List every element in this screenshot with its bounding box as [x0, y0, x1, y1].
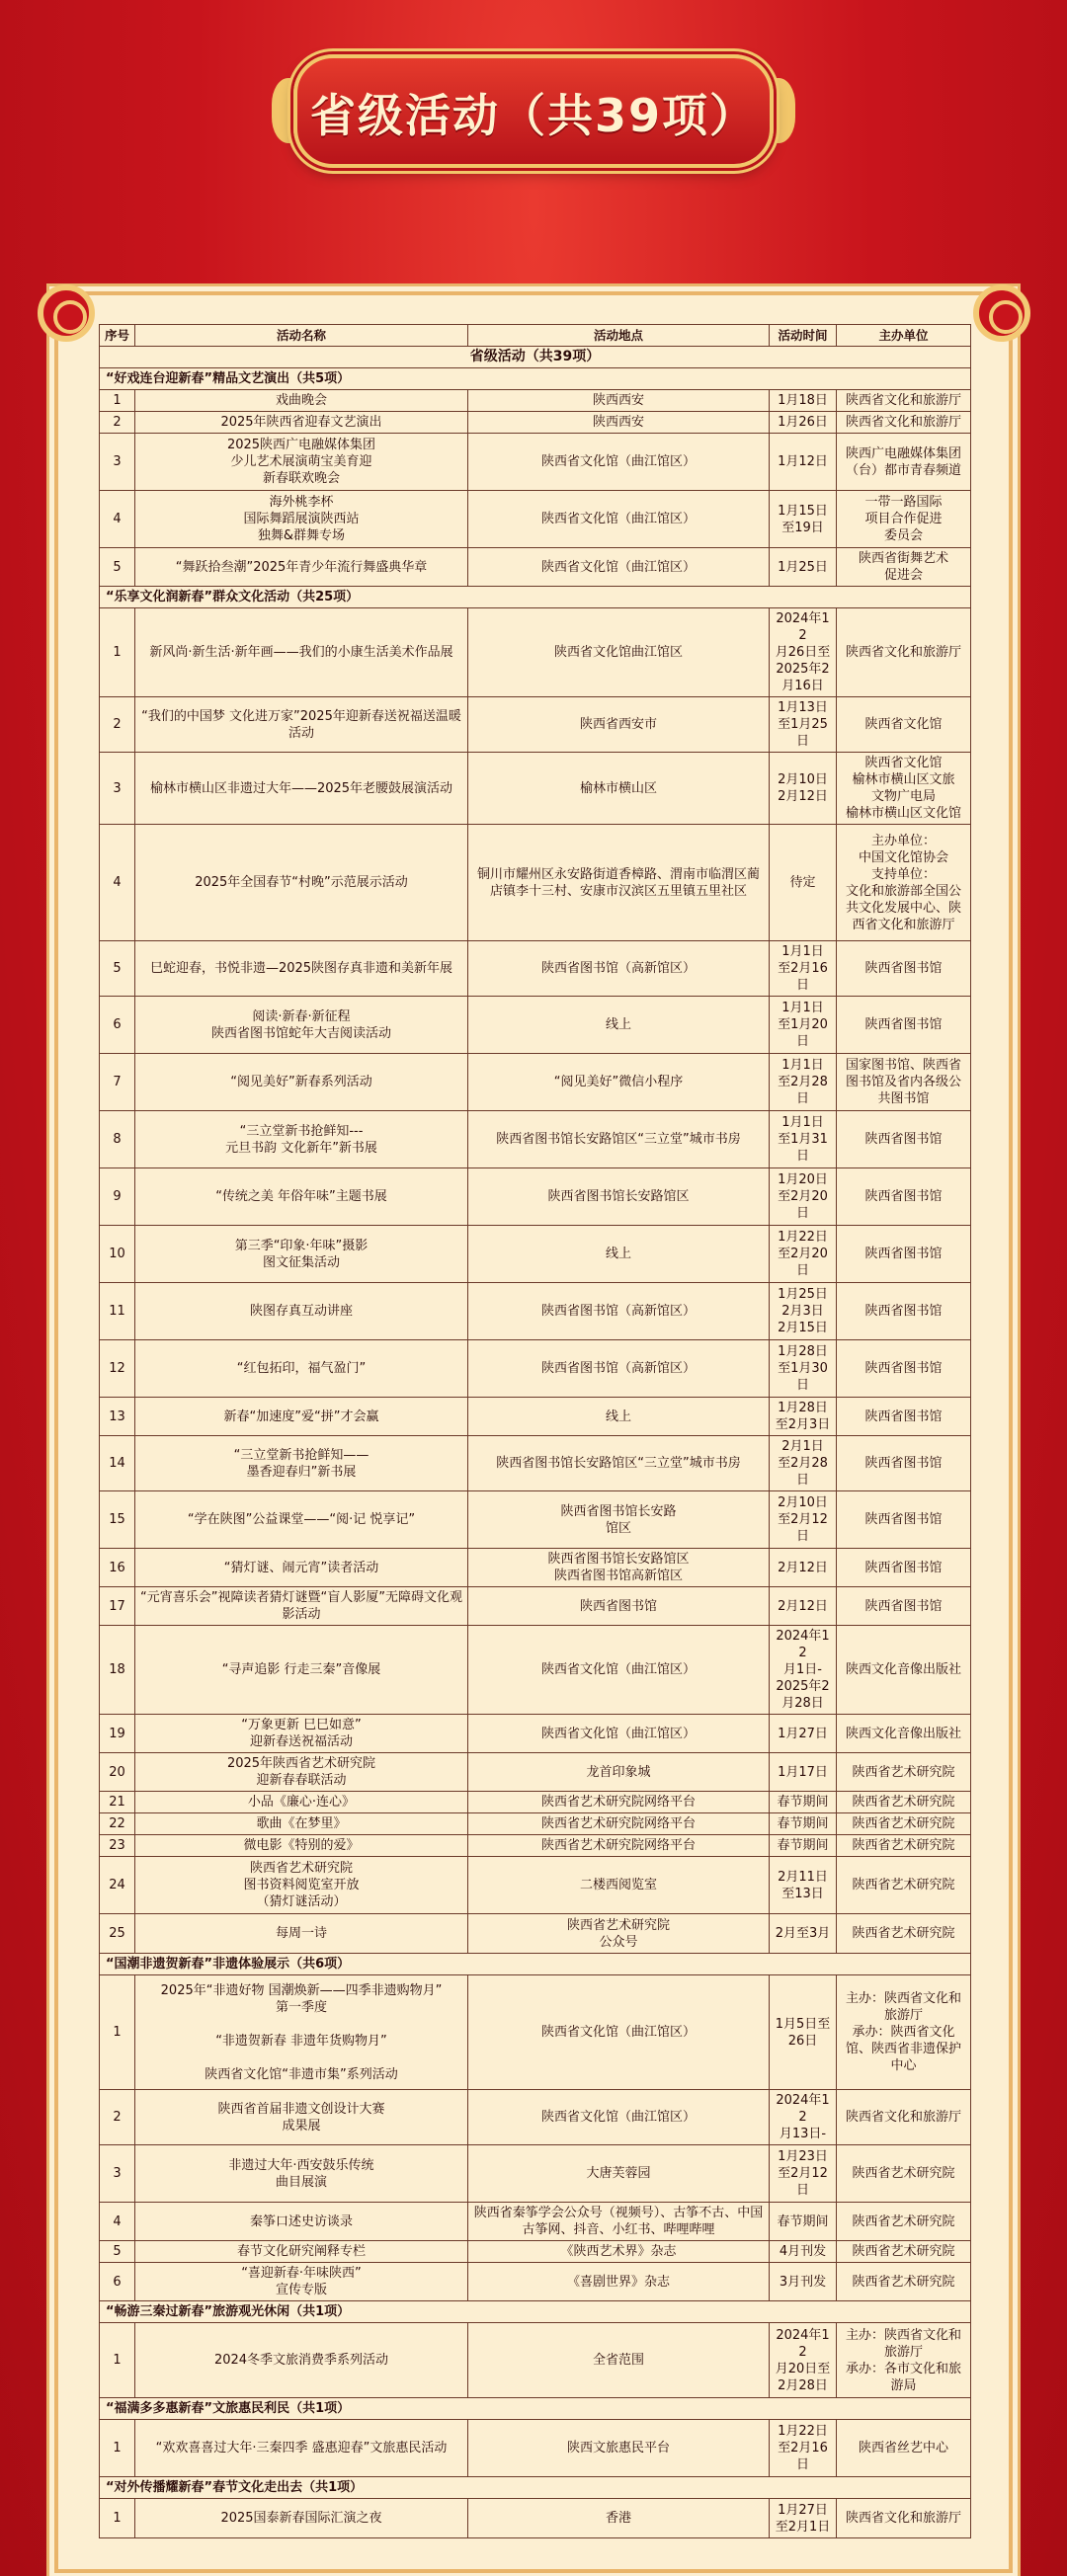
table-row: [100, 548, 971, 587]
location-cell: 陕西省图书馆长安路馆区: [468, 1168, 770, 1226]
date-cell: 1月1日 至2月28 日: [770, 1054, 837, 1111]
activity-table: [99, 324, 971, 2538]
activity-name-cell: 非遗过大年·西安鼓乐传统 曲目展演: [135, 2145, 468, 2203]
location-cell: 陕西省图书馆长安路馆区“三立堂”城市书房: [468, 1111, 770, 1168]
table-row: [100, 412, 971, 434]
activity-name-cell: 歌曲《在梦里》: [135, 1813, 468, 1835]
date-cell: 1月13日 至1月25 日: [770, 697, 837, 753]
seq-cell: 1: [100, 608, 135, 697]
activity-name-cell: 每周一诗: [135, 1914, 468, 1954]
seq-cell: 9: [100, 1168, 135, 1226]
organizer-cell: 陕西省艺术研究院: [837, 2203, 971, 2241]
organizer-cell: 陕西省图书馆: [837, 997, 971, 1054]
location-cell: 陕西省艺术研究院网络平台: [468, 1835, 770, 1857]
table-row: [100, 390, 971, 412]
organizer-cell: 陕西省丝艺中心: [837, 2420, 971, 2477]
activity-name-cell: “元宵喜乐会”视障读者猜灯谜暨“盲人影厦”无障碍文化观影活动: [135, 1587, 468, 1626]
table-body: [100, 368, 971, 2538]
date-cell: 1月5日至 26日: [770, 1975, 837, 2090]
seq-cell: 3: [100, 753, 135, 825]
location-cell: 《陕西艺术界》杂志: [468, 2241, 770, 2263]
location-cell: 全省范围: [468, 2323, 770, 2398]
table-row: [100, 434, 971, 491]
header-cell: 序号: [100, 325, 135, 347]
seq-cell: 11: [100, 1283, 135, 1340]
date-cell: 2024年12 月26日至 2025年2 月16日: [770, 608, 837, 697]
location-cell: 陕西省图书馆长安路馆区 陕西省图书馆高新馆区: [468, 1549, 770, 1587]
seq-cell: 10: [100, 1226, 135, 1283]
location-cell: 陕西省图书馆长安路馆区“三立堂”城市书房: [468, 1436, 770, 1491]
organizer-cell: 国家图书馆、陕西省图书馆及省内各级公共图书馆: [837, 1054, 971, 1111]
table-row: [100, 1792, 971, 1813]
corner-ornament-left: [38, 284, 95, 342]
category-title: “福满多多惠新春”文旅惠民利民（共1项）: [100, 2398, 971, 2420]
table-row: [100, 2090, 971, 2145]
table-row: [100, 2499, 971, 2538]
table-row: [100, 1168, 971, 1226]
category-title: “好戏连台迎新春”精品文艺演出（共5项）: [100, 368, 971, 390]
seq-cell: 13: [100, 1398, 135, 1436]
seq-cell: 22: [100, 1813, 135, 1835]
activity-name-cell: 新风尚·新生活·新年画——我们的小康生活美术作品展: [135, 608, 468, 697]
table-title-row: [100, 347, 971, 368]
activity-name-cell: 2024冬季文旅消费季系列活动: [135, 2323, 468, 2398]
seq-cell: 7: [100, 1054, 135, 1111]
organizer-cell: 陕西省图书馆: [837, 1491, 971, 1549]
table-row: [100, 1491, 971, 1549]
location-cell: 陕西省文化馆曲江馆区: [468, 608, 770, 697]
seq-cell: 4: [100, 2203, 135, 2241]
seq-cell: 25: [100, 1914, 135, 1954]
location-cell: 香港: [468, 2499, 770, 2538]
date-cell: 4月刊发: [770, 2241, 837, 2263]
date-cell: 2月12日: [770, 1587, 837, 1626]
table-row: [100, 1813, 971, 1835]
activity-name-cell: 阅读·新春·新征程 陕西省图书馆蛇年大吉阅读活动: [135, 997, 468, 1054]
date-cell: 1月23日 至2月12 日: [770, 2145, 837, 2203]
activity-name-cell: 陕西省首届非遗文创设计大赛 成果展: [135, 2090, 468, 2145]
location-cell: 陕西省艺术研究院网络平台: [468, 1792, 770, 1813]
date-cell: 1月1日 至1月31 日: [770, 1111, 837, 1168]
location-cell: 陕西省文化馆（曲江馆区）: [468, 434, 770, 491]
activity-name-cell: 陕西省艺术研究院 图书资料阅览室开放 （猜灯谜活动）: [135, 1857, 468, 1914]
category-row: [100, 2477, 971, 2499]
category-title: “乐享文化润新春”群众文化活动（共25项）: [100, 587, 971, 608]
table-row: [100, 825, 971, 941]
seq-cell: 24: [100, 1857, 135, 1914]
date-cell: 3月刊发: [770, 2263, 837, 2301]
activity-name-cell: 微电影《特别的爱》: [135, 1835, 468, 1857]
date-cell: 2月12日: [770, 1549, 837, 1587]
table-row: [100, 2241, 971, 2263]
table-row: [100, 491, 971, 548]
table-row: [100, 1975, 971, 2090]
date-cell: 2024年12 月1日- 2025年2 月28日: [770, 1626, 837, 1715]
table-row: [100, 2145, 971, 2203]
seq-cell: 14: [100, 1436, 135, 1491]
table-row: [100, 753, 971, 825]
date-cell: 1月27日: [770, 1715, 837, 1753]
location-cell: 线上: [468, 997, 770, 1054]
activity-name-cell: “红包拓印，福气盈门”: [135, 1340, 468, 1398]
seq-cell: 15: [100, 1491, 135, 1549]
location-cell: 陕西省西安市: [468, 697, 770, 753]
category-title: “对外传播耀新春”春节文化走出去（共1项）: [100, 2477, 971, 2499]
date-cell: 1月18日: [770, 390, 837, 412]
location-cell: 陕西西安: [468, 390, 770, 412]
location-cell: 龙首印象城: [468, 1753, 770, 1792]
location-cell: 陕西省图书馆: [468, 1587, 770, 1626]
table-title: 省级活动（共39项）: [100, 347, 971, 368]
table-row: [100, 2263, 971, 2301]
organizer-cell: 陕西省文化和旅游厅: [837, 2499, 971, 2538]
seq-cell: 6: [100, 997, 135, 1054]
activity-name-cell: 2025年陕西省迎春文艺演出: [135, 412, 468, 434]
organizer-cell: 陕西省艺术研究院: [837, 2241, 971, 2263]
table-row: [100, 1398, 971, 1436]
organizer-cell: 陕西省艺术研究院: [837, 1857, 971, 1914]
table-row: [100, 1914, 971, 1954]
seq-cell: 23: [100, 1835, 135, 1857]
location-cell: 陕西省文化馆（曲江馆区）: [468, 491, 770, 548]
activity-name-cell: “猜灯谜、闹元宵”读者活动: [135, 1549, 468, 1587]
date-cell: 1月27日 至2月1日: [770, 2499, 837, 2538]
category-row: [100, 587, 971, 608]
organizer-cell: 一带一路国际 项目合作促进 委员会: [837, 491, 971, 548]
activity-name-cell: 秦筝口述史访谈录: [135, 2203, 468, 2241]
location-cell: 线上: [468, 1226, 770, 1283]
table-row: [100, 2323, 971, 2398]
organizer-cell: 陕西省文化馆 榆林市横山区文旅 文物广电局 榆林市横山区文化馆: [837, 753, 971, 825]
seq-cell: 21: [100, 1792, 135, 1813]
location-cell: 陕西省艺术研究院网络平台: [468, 1813, 770, 1835]
seq-cell: 16: [100, 1549, 135, 1587]
organizer-cell: 陕西省艺术研究院: [837, 1914, 971, 1954]
location-cell: 陕西省图书馆（高新馆区）: [468, 1340, 770, 1398]
location-cell: 《喜剧世界》杂志: [468, 2263, 770, 2301]
location-cell: 陕西省秦筝学会公众号（视频号）、古筝不古、中国古筝网、抖音、小红书、哔哩哔哩: [468, 2203, 770, 2241]
date-cell: 2月至3月: [770, 1914, 837, 1954]
activity-name-cell: “欢欢喜喜过大年·三秦四季 盛惠迎春”文旅惠民活动: [135, 2420, 468, 2477]
date-cell: 春节期间: [770, 1813, 837, 1835]
table-row: [100, 1436, 971, 1491]
header-cell: 活动地点: [468, 325, 770, 347]
activity-name-cell: “我们的中国梦 文化进万家”2025年迎新春送祝福送温暖活动: [135, 697, 468, 753]
organizer-cell: 陕西省图书馆: [837, 1398, 971, 1436]
date-cell: 1月15日 至19日: [770, 491, 837, 548]
date-cell: 2024年12 月20日至 2月28日: [770, 2323, 837, 2398]
seq-cell: 18: [100, 1626, 135, 1715]
seq-cell: 2: [100, 2090, 135, 2145]
date-cell: 1月22日 至2月20 日: [770, 1226, 837, 1283]
date-cell: 2月11日 至13日: [770, 1857, 837, 1914]
date-cell: 2月10日 2月12日: [770, 753, 837, 825]
activity-name-cell: 2025年“非遗好物 国潮焕新——四季非遗购物月” 第一季度 “非遗贺新春 非遗年货购物月” 陕西省文化馆“非遗市集”系列活动: [135, 1975, 468, 2090]
activity-name-cell: 小品《廉心·连心》: [135, 1792, 468, 1813]
organizer-cell: 陕西省街舞艺术 促进会: [837, 548, 971, 587]
table-row: [100, 1054, 971, 1111]
date-cell: 1月25日: [770, 548, 837, 587]
location-cell: 陕西省图书馆（高新馆区）: [468, 1283, 770, 1340]
header-cell: 活动时间: [770, 325, 837, 347]
location-cell: 陕西省图书馆（高新馆区）: [468, 941, 770, 997]
date-cell: 1月17日: [770, 1753, 837, 1792]
table-row: [100, 1626, 971, 1715]
category-row: [100, 2301, 971, 2323]
date-cell: 1月28日 至2月3日: [770, 1398, 837, 1436]
activity-name-cell: “舞跃拾叁潮”2025年青少年流行舞盛典华章: [135, 548, 468, 587]
header-cell: 主办单位: [837, 325, 971, 347]
seq-cell: 5: [100, 941, 135, 997]
location-cell: 陕西省图书馆长安路 馆区: [468, 1491, 770, 1549]
date-cell: 1月25日 2月3日 2月15日: [770, 1283, 837, 1340]
activity-name-cell: 陕图存真互动讲座: [135, 1283, 468, 1340]
organizer-cell: 陕西省图书馆: [837, 1283, 971, 1340]
organizer-cell: 陕西省艺术研究院: [837, 2145, 971, 2203]
organizer-cell: 陕西省图书馆: [837, 1111, 971, 1168]
organizer-cell: 陕西省图书馆: [837, 1587, 971, 1626]
organizer-cell: 陕西省艺术研究院: [837, 1835, 971, 1857]
location-cell: 二楼西阅览室: [468, 1857, 770, 1914]
location-cell: “阅见美好”微信小程序: [468, 1054, 770, 1111]
table-row: [100, 1283, 971, 1340]
date-cell: 2月10日 至2月12 日: [770, 1491, 837, 1549]
table-row: [100, 1587, 971, 1626]
activity-name-cell: “三立堂新书抢鲜知—— 墨香迎春归”新书展: [135, 1436, 468, 1491]
organizer-cell: 陕西广电融媒体集团（台）都市青春频道: [837, 434, 971, 491]
location-cell: 陕西省文化馆（曲江馆区）: [468, 1715, 770, 1753]
category-row: [100, 2398, 971, 2420]
activity-name-cell: “传统之美 年俗年味”主题书展: [135, 1168, 468, 1226]
table-row: [100, 608, 971, 697]
category-row: [100, 1954, 971, 1975]
organizer-cell: 陕西省艺术研究院: [837, 1792, 971, 1813]
seq-cell: 3: [100, 2145, 135, 2203]
seq-cell: 1: [100, 2499, 135, 2538]
organizer-cell: 陕西省图书馆: [837, 1168, 971, 1226]
location-cell: 陕西文旅惠民平台: [468, 2420, 770, 2477]
organizer-cell: 陕西省图书馆: [837, 1436, 971, 1491]
activity-name-cell: 2025陕西广电融媒体集团 少儿艺术展演萌宝美育迎 新春联欢晚会: [135, 434, 468, 491]
activity-name-cell: “喜迎新春·年味陕西” 宣传专版: [135, 2263, 468, 2301]
seq-cell: 8: [100, 1111, 135, 1168]
activity-name-cell: 2025国泰新春国际汇演之夜: [135, 2499, 468, 2538]
table-row: [100, 1111, 971, 1168]
activity-name-cell: “万象更新 巳巳如意” 迎新春送祝福活动: [135, 1715, 468, 1753]
table-row: [100, 1857, 971, 1914]
seq-cell: 3: [100, 434, 135, 491]
organizer-cell: 主办单位： 中国文化馆协会 支持单位： 文化和旅游部全国公共文化发展中心、陕西省文化和旅游厅: [837, 825, 971, 941]
organizer-cell: 陕西省图书馆: [837, 1340, 971, 1398]
table-row: [100, 2203, 971, 2241]
organizer-cell: 主办：陕西省文化和旅游厅 承办：陕西省文化馆、陕西省非遗保护中心: [837, 1975, 971, 2090]
organizer-cell: 陕西省文化和旅游厅: [837, 2090, 971, 2145]
category-title: “国潮非遗贺新春”非遗体验展示（共6项）: [100, 1954, 971, 1975]
seq-cell: 2: [100, 412, 135, 434]
activity-name-cell: 海外桃李杯 国际舞蹈展演陕西站 独舞&群舞专场: [135, 491, 468, 548]
date-cell: 1月28日 至1月30 日: [770, 1340, 837, 1398]
activity-name-cell: “学在陕图”公益课堂——“阅·记 悦享记”: [135, 1491, 468, 1549]
table-header: [100, 325, 971, 347]
date-cell: 1月1日 至2月16 日: [770, 941, 837, 997]
seq-cell: 1: [100, 2323, 135, 2398]
seq-cell: 1: [100, 2420, 135, 2477]
organizer-cell: 陕西省艺术研究院: [837, 2263, 971, 2301]
activity-name-cell: “三立堂新书抢鲜知--- 元旦书韵 文化新年”新书展: [135, 1111, 468, 1168]
organizer-cell: 主办：陕西省文化和旅游厅 承办：各市文化和旅游局: [837, 2323, 971, 2398]
location-cell: 陕西省文化馆（曲江馆区）: [468, 2090, 770, 2145]
organizer-cell: 陕西省文化和旅游厅: [837, 608, 971, 697]
date-cell: 2月1日 至2月28 日: [770, 1436, 837, 1491]
table-row: [100, 1715, 971, 1753]
seq-cell: 4: [100, 825, 135, 941]
date-cell: 1月1日 至1月20 日: [770, 997, 837, 1054]
seq-cell: 19: [100, 1715, 135, 1753]
organizer-cell: 陕西省文化和旅游厅: [837, 390, 971, 412]
location-cell: 陕西省文化馆（曲江馆区）: [468, 548, 770, 587]
seq-cell: 17: [100, 1587, 135, 1626]
category-row: [100, 368, 971, 390]
activity-name-cell: 巳蛇迎春，书悦非遗—2025陕图存真非遗和美新年展: [135, 941, 468, 997]
header-cell: 活动名称: [135, 325, 468, 347]
table-row: [100, 997, 971, 1054]
location-cell: 陕西西安: [468, 412, 770, 434]
seq-cell: 5: [100, 548, 135, 587]
table-row: [100, 1835, 971, 1857]
organizer-cell: 陕西文化音像出版社: [837, 1715, 971, 1753]
activity-name-cell: 春节文化研究阐释专栏: [135, 2241, 468, 2263]
organizer-cell: 陕西省艺术研究院: [837, 1753, 971, 1792]
date-cell: 春节期间: [770, 1835, 837, 1857]
location-cell: 大唐芙蓉园: [468, 2145, 770, 2203]
page-title: 省级活动（共39项）: [309, 89, 757, 142]
date-cell: 2024年12 月13日-: [770, 2090, 837, 2145]
location-cell: 陕西省文化馆（曲江馆区）: [468, 1626, 770, 1715]
table-row: [100, 1753, 971, 1792]
organizer-cell: 陕西省图书馆: [837, 1549, 971, 1587]
organizer-cell: 陕西省图书馆: [837, 1226, 971, 1283]
organizer-cell: 陕西省文化馆: [837, 697, 971, 753]
location-cell: 铜川市耀州区永安路街道香樟路、渭南市临渭区蔺店镇李十三村、安康市汉滨区五里镇五里社区: [468, 825, 770, 941]
seq-cell: 4: [100, 491, 135, 548]
date-cell: 1月22日 至2月16 日: [770, 2420, 837, 2477]
date-cell: 1月26日: [770, 412, 837, 434]
seq-cell: 1: [100, 390, 135, 412]
date-cell: 春节期间: [770, 2203, 837, 2241]
organizer-cell: 陕西文化音像出版社: [837, 1626, 971, 1715]
seq-cell: 20: [100, 1753, 135, 1792]
location-cell: 线上: [468, 1398, 770, 1436]
activity-name-cell: 2025年陕西省艺术研究院 迎新春春联活动: [135, 1753, 468, 1792]
date-cell: 待定: [770, 825, 837, 941]
location-cell: 陕西省艺术研究院 公众号: [468, 1914, 770, 1954]
activity-name-cell: “寻声追影 行走三秦”音像展: [135, 1626, 468, 1715]
activity-name-cell: “阅见美好”新春系列活动: [135, 1054, 468, 1111]
seq-cell: 2: [100, 697, 135, 753]
category-title: “畅游三秦过新春”旅游观光休闲（共1项）: [100, 2301, 971, 2323]
table-row: [100, 941, 971, 997]
table-row: [100, 2420, 971, 2477]
activity-name-cell: 2025年全国春节“村晚”示范展示活动: [135, 825, 468, 941]
location-cell: 陕西省文化馆（曲江馆区）: [468, 1975, 770, 2090]
seq-cell: 1: [100, 1975, 135, 2090]
table-row: [100, 1340, 971, 1398]
title-banner: [272, 44, 795, 178]
seq-cell: 6: [100, 2263, 135, 2301]
seq-cell: 5: [100, 2241, 135, 2263]
table-row: [100, 1549, 971, 1587]
corner-ornament-right: [973, 284, 1030, 342]
organizer-cell: 陕西省艺术研究院: [837, 1813, 971, 1835]
seq-cell: 12: [100, 1340, 135, 1398]
activity-name-cell: 第三季“印象·年味”摄影 图文征集活动: [135, 1226, 468, 1283]
date-cell: 春节期间: [770, 1792, 837, 1813]
table-row: [100, 1226, 971, 1283]
organizer-cell: 陕西省图书馆: [837, 941, 971, 997]
activity-name-cell: 戏曲晚会: [135, 390, 468, 412]
activity-name-cell: 新春“加速度”爱“拼”才会赢: [135, 1398, 468, 1436]
location-cell: 榆林市横山区: [468, 753, 770, 825]
date-cell: 1月20日 至2月20 日: [770, 1168, 837, 1226]
table-row: [100, 697, 971, 753]
activity-name-cell: 榆林市横山区非遗过大年——2025年老腰鼓展演活动: [135, 753, 468, 825]
date-cell: 1月12日: [770, 434, 837, 491]
organizer-cell: 陕西省文化和旅游厅: [837, 412, 971, 434]
